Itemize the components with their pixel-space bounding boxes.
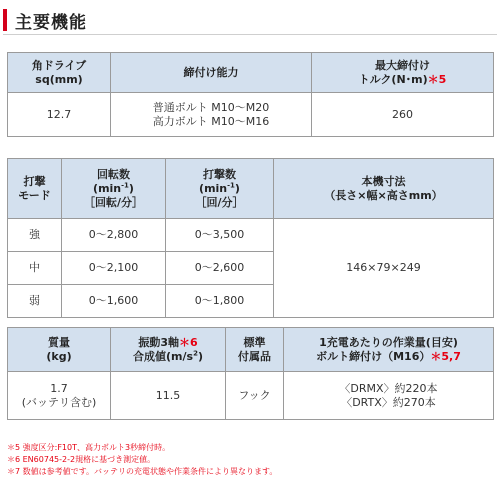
cell-drive: 12.7 — [8, 93, 111, 137]
cell-ipm: 0～3,500 — [166, 219, 274, 252]
footnote-ref-6: ＊6 — [179, 335, 198, 349]
footnote-7: ＊7 数値は参考値です。バッテリの充電状態や作業条件により異なります。 — [7, 467, 278, 476]
spec-table-impact — [7, 158, 494, 318]
header-dimensions: 本機寸法 （長さ×幅×高さmm） — [274, 159, 494, 219]
header-mode: 打撃 モード — [8, 159, 62, 219]
header-capacity: 締付け能力 — [111, 53, 312, 93]
page-title: 主要機能 — [15, 13, 87, 33]
cell-rpm: 0～1,600 — [62, 285, 166, 318]
cell-capacity: 普通ボルト M10～M20 高力ボルト M10～M16 — [111, 93, 312, 137]
cell-mode: 強 — [8, 219, 62, 252]
cell-ipm: 0～1,800 — [166, 285, 274, 318]
header-mass: 質量 (kg) — [8, 328, 111, 372]
title-accent-bar — [3, 9, 7, 31]
title-underline — [3, 34, 497, 35]
header-drive: 角ドライブ sq(mm) — [8, 53, 111, 93]
header-vibration: 振動3軸＊6 合成値$(m/s^2)$ — [111, 328, 226, 372]
header-ipm: 打撃数 $(\min^{-1})$ ［回/分］ — [166, 159, 274, 219]
cell-vibration: 11.5 — [111, 372, 226, 420]
cell-work: 〈DRMX〉約220本 〈DRTX〉約270本 — [284, 372, 494, 420]
footnote-ref-5-7: ＊5,7 — [430, 349, 461, 363]
cell-ipm: 0～2,600 — [166, 252, 274, 285]
footnote-6: ＊6 EN60745-2-2規格に基づき測定値。 — [7, 455, 156, 464]
cell-mass: 1.7 (バッテリ含む) — [8, 372, 111, 420]
cell-rpm: 0～2,800 — [62, 219, 166, 252]
header-rpm: 回転数 $(\min^{-1})$ ［回転/分］ — [62, 159, 166, 219]
footnotes — [7, 442, 497, 478]
cell-accessory: フック — [226, 372, 284, 420]
cell-mode: 中 — [8, 252, 62, 285]
cell-rpm: 0～2,100 — [62, 252, 166, 285]
cell-dimensions: 146×79×249 — [274, 219, 494, 318]
header-torque: 最大締付け トルク(N･m)＊5 — [312, 53, 494, 93]
table-row — [8, 219, 494, 252]
cell-mode: 弱 — [8, 285, 62, 318]
header-accessory: 標準 付属品 — [226, 328, 284, 372]
footnote-5: ＊5 強度区分:F10T、高力ボルト3秒締付時。 — [7, 443, 171, 452]
section-header — [3, 7, 497, 35]
footnote-ref-5: ＊5 — [427, 72, 447, 86]
header-work: 1充電あたりの作業量(目安) ボルト締付け（M16）＊5,7 — [284, 328, 494, 372]
spec-table-drive — [7, 52, 494, 137]
cell-torque: 260 — [312, 93, 494, 137]
spec-table-mass — [7, 327, 494, 420]
